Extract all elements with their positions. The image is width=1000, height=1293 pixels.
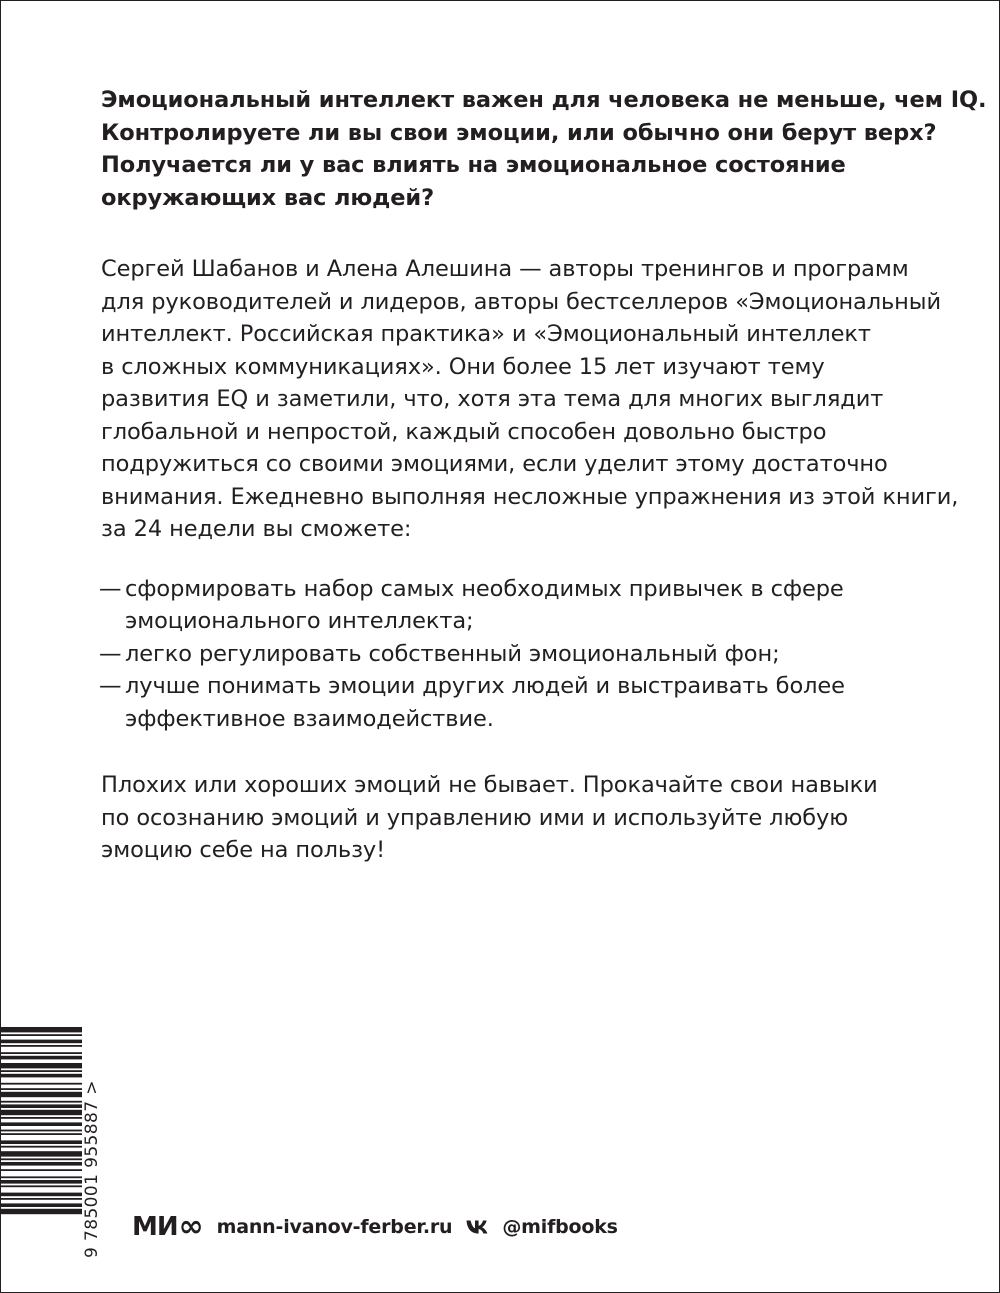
barcode-bar [0,1180,82,1184]
barcode-bar [0,1176,82,1178]
isbn-barcode [0,1027,82,1257]
publisher-logo [132,1209,203,1244]
barcode-bar [0,1158,82,1160]
barcode-bar [0,1151,82,1156]
list-item-text: сформировать набор самых необходимых привычек в сфере [125,575,844,602]
barcode-bar [0,1117,82,1119]
barcode-bar [0,1146,82,1148]
logo-infinity: ∞ [178,1209,203,1244]
barcode-bar [0,1045,82,1047]
body-line: Сергей Шабанов и Алена Алешина — авторы тренингов и программ [101,256,909,282]
body-line: для руководителей и лидеров, авторы бестселлеров «Эмоциональный [101,288,941,315]
barcode-bar [0,1040,82,1044]
barcode-bar [0,1104,82,1108]
barcode-bar [0,1193,82,1197]
barcode-bar [0,1133,82,1135]
barcode-bar [0,1140,82,1144]
logo-letters: МИ [132,1212,178,1242]
barcode-bar [0,1130,82,1132]
website-link[interactable]: mann-ivanov-ferber.ru [216,1216,453,1238]
barcode-bar [0,1088,82,1090]
body-line: развития EQ и заметили, что, хотя эта тема для многих выглядит [101,386,884,412]
barcode-bar [0,1209,82,1214]
barcode-bar [0,1083,82,1085]
barcode-bar [0,1074,82,1078]
publisher-footer [132,1210,618,1244]
lead-line: Контролируете ли вы свои эмоции, или обычно они берут верх? [101,119,937,146]
isbn-digits: 9 785001 955887 > [82,1080,102,1258]
body-line: глобальной и непростой, каждый способен довольно быстро [101,418,827,445]
lead-line: Получается ли у вас влиять на эмоциональное состояние [101,152,846,178]
body-line: интеллект. Российская практика» и «Эмоциональный интеллект [101,321,871,347]
description-paragraph [101,253,981,546]
barcode-bar [0,1162,82,1166]
vk-icon [466,1219,492,1235]
body-line: за 24 недели вы сможете: [101,516,412,542]
barcode-bar [0,1034,82,1036]
barcode-bar [0,1110,82,1115]
barcode-bar [0,1063,82,1068]
barcode-bar [0,1052,82,1054]
benefits-list [101,573,981,736]
barcode-bar [0,1056,82,1060]
dash-marker: — [99,640,122,667]
body-line: в сложных коммуникациях». Они более 15 лет изучают тему [101,353,825,380]
dash-marker: — [99,673,122,699]
list-item [101,670,981,735]
list-item-text: лучше понимать эмоции других людей и выстраивать более [125,673,845,699]
closing-paragraph [101,769,981,867]
dash-marker: — [99,575,122,602]
barcode-bar [0,1027,82,1032]
closing-line: по осознанию эмоций и управлению ими и используйте любую [101,804,849,831]
back-cover-text [99,84,987,867]
barcode-bar [0,1070,82,1072]
closing-line: Плохих или хороших эмоций не бывает. Прокачайте свои навыки [101,772,878,798]
list-item-text: эффективное взаимодействие. [125,705,494,732]
barcode-bar [0,1185,82,1187]
list-item [101,573,981,638]
list-item-text: легко регулировать собственный эмоциональный фон; [125,640,780,667]
list-item-text: эмоционального интеллекта; [125,608,474,634]
list-item [101,638,981,671]
barcode-bar [0,1092,82,1097]
barcode-bar [0,1101,82,1103]
barcode-bar [0,1122,82,1126]
closing-line: эмоцию себе на пользу! [101,837,386,863]
barcode-bar [0,1169,82,1171]
body-line: подружиться со своими эмоциями, если уделит этому достаточно [101,451,888,477]
barcode-bar [0,1198,82,1200]
body-line: внимания. Ежедневно выполняя несложные упражнения из этой книги, [101,483,959,510]
social-handle[interactable]: @mifbooks [502,1216,618,1238]
lead-line: Эмоциональный интеллект важен для человека не меньше, чем IQ. [101,87,987,113]
barcode-bar [0,1203,82,1207]
lead-paragraph [101,84,987,214]
lead-line: окружающих вас людей? [101,184,435,211]
